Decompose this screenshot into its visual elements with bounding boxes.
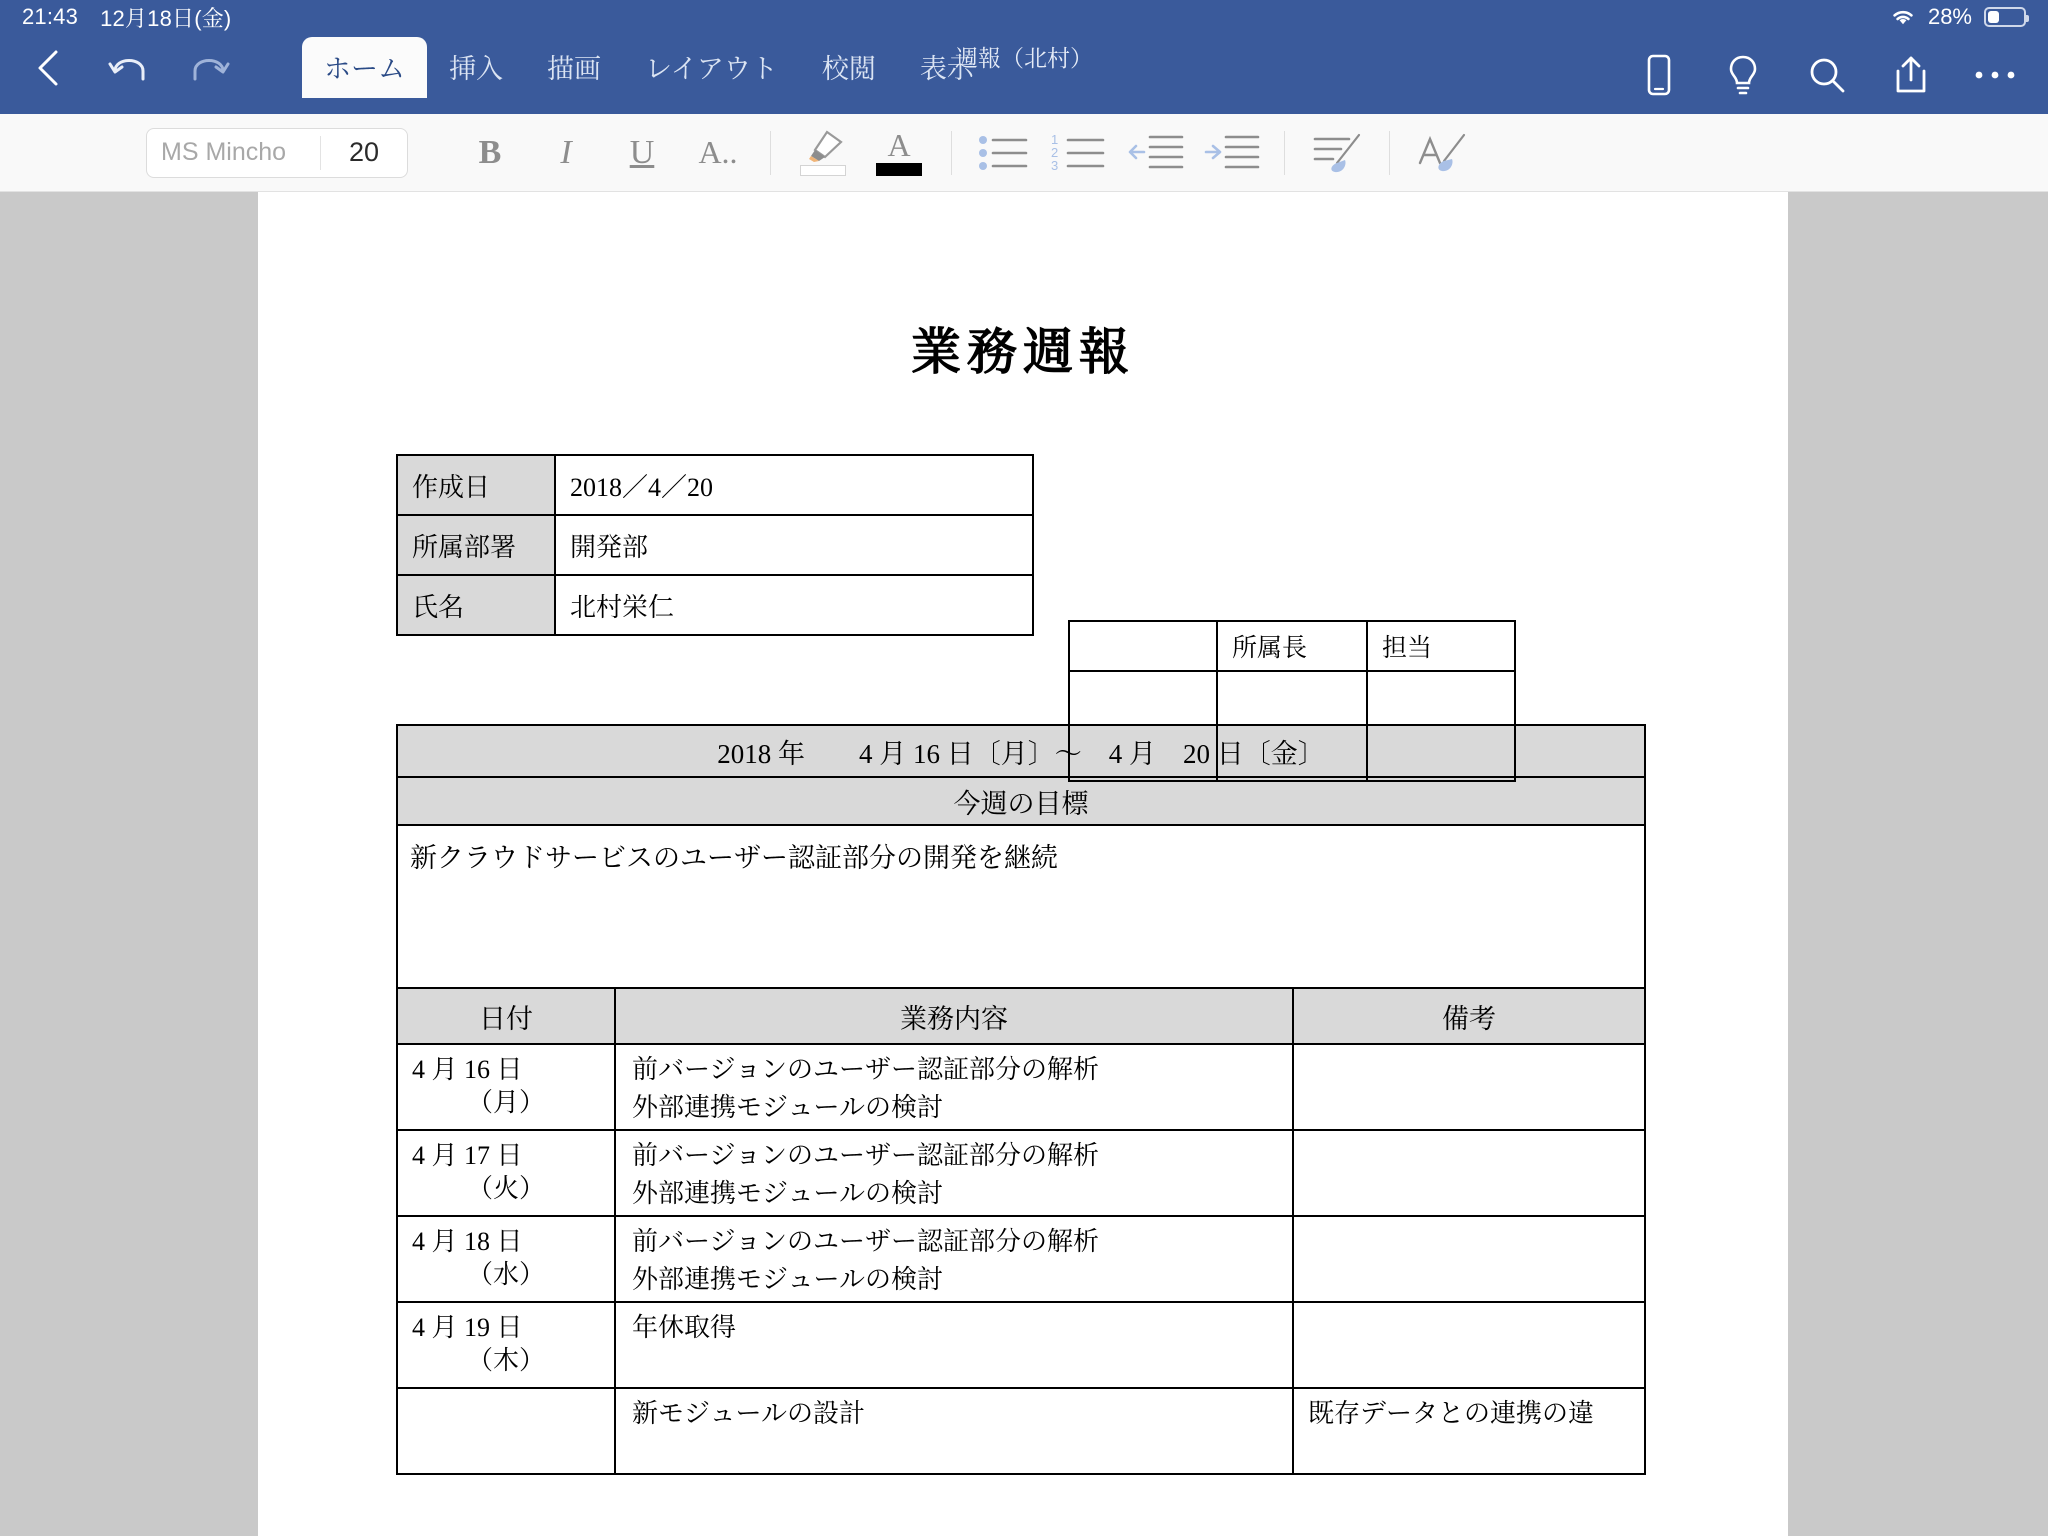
log-date-cell[interactable] xyxy=(397,1302,615,1388)
log-date-weekday: （火） xyxy=(466,1174,545,1204)
approval-header-blank xyxy=(1069,621,1217,671)
document-page[interactable] xyxy=(258,192,1788,1536)
battery-percent-label: 28% xyxy=(1927,4,1972,29)
font-size-input[interactable]: 20 xyxy=(348,137,380,167)
table-row xyxy=(397,455,1033,515)
tab-layout[interactable]: レイアウト xyxy=(645,54,778,84)
italic-button[interactable] xyxy=(528,124,604,182)
table-row xyxy=(397,777,1645,825)
svg-text:3: 3 xyxy=(1051,157,1059,173)
log-task-line: 新モジュールの設計 xyxy=(632,1399,865,1428)
svg-text:1: 1 xyxy=(1051,131,1059,147)
font-color-icon xyxy=(876,129,922,176)
tab-review[interactable]: 校閲 xyxy=(821,54,876,84)
log-date-cell[interactable] xyxy=(397,1130,615,1216)
weekly-report-table xyxy=(396,724,1646,1475)
toolbar-divider-1 xyxy=(770,131,771,175)
wifi-icon xyxy=(1890,7,1916,27)
status-time: 21:43 xyxy=(22,4,79,29)
approval-cell-manager[interactable] xyxy=(1217,671,1367,781)
log-task-line: 外部連携モジュールの検討 xyxy=(632,1178,943,1208)
bold-button[interactable] xyxy=(452,124,528,182)
log-date-weekday: （木） xyxy=(466,1346,545,1376)
font-selector[interactable] xyxy=(146,128,408,178)
log-date-day: 4 月 16 日 xyxy=(412,1055,523,1084)
log-date-cell[interactable] xyxy=(397,1388,615,1474)
table-row xyxy=(397,1302,1645,1388)
info-value-name[interactable]: 北村栄仁 xyxy=(555,575,1033,635)
paragraph-format-brush-icon[interactable] xyxy=(1299,124,1375,182)
font-name-input[interactable]: MS Mincho xyxy=(161,138,287,166)
format-toolbar xyxy=(0,114,2048,192)
highlight-swatch xyxy=(800,165,846,176)
highlighter-icon xyxy=(800,129,846,176)
font-color-swatch xyxy=(876,163,922,176)
log-note-cell[interactable]: 既存データとの連携の違 xyxy=(1293,1388,1645,1474)
document-workspace[interactable] xyxy=(0,192,2048,1536)
bold-label: B xyxy=(478,133,502,171)
log-task-line: 年休取得 xyxy=(632,1313,737,1342)
status-bar xyxy=(0,0,2048,34)
tab-view[interactable]: 表示 xyxy=(919,54,974,84)
ribbon-bar xyxy=(0,34,2048,114)
status-left-group xyxy=(22,2,231,33)
log-date-weekday: （月） xyxy=(466,1088,545,1118)
tab-home[interactable]: ホーム xyxy=(302,37,427,98)
toolbar-divider-3 xyxy=(1284,131,1285,175)
text-format-brush-icon[interactable] xyxy=(1404,124,1480,182)
log-date-cell[interactable] xyxy=(397,1216,615,1302)
status-date: 12月18日(金) xyxy=(100,5,232,31)
table-row xyxy=(397,988,1645,1044)
text-style-group xyxy=(452,124,756,182)
log-note-cell[interactable] xyxy=(1293,1044,1645,1130)
approval-header-staff: 担当 xyxy=(1367,621,1515,671)
color-group xyxy=(785,124,937,182)
info-label-department: 所属部署 xyxy=(397,515,555,575)
numbered-list-icon[interactable] xyxy=(1042,124,1118,182)
log-task-line: 前バージョンのユーザー認証部分の解析 xyxy=(632,1141,1099,1170)
log-note-cell[interactable] xyxy=(1293,1216,1645,1302)
table-row xyxy=(397,1044,1645,1130)
increase-indent-icon[interactable] xyxy=(1194,124,1270,182)
report-period[interactable]: 2018 年 4 月 16 日〔月〕～ 4 月 20 日〔金〕 xyxy=(397,725,1645,777)
log-note-cell[interactable] xyxy=(1293,1130,1645,1216)
column-header-note: 備考 xyxy=(1293,988,1645,1044)
highlight-color-button[interactable] xyxy=(785,124,861,182)
italic-label: I xyxy=(560,133,572,171)
decrease-indent-icon[interactable] xyxy=(1118,124,1194,182)
more-font-label: A.. xyxy=(698,134,738,170)
info-label-date: 作成日 xyxy=(397,455,555,515)
log-task-line: 外部連携モジュールの検討 xyxy=(632,1264,943,1294)
log-task-line: 外部連携モジュールの検討 xyxy=(632,1092,943,1122)
log-task-cell[interactable] xyxy=(615,1044,1293,1130)
tab-draw[interactable]: 描画 xyxy=(547,54,601,84)
log-date-day: 4 月 17 日 xyxy=(412,1141,523,1170)
approval-header-manager: 所属長 xyxy=(1217,621,1367,671)
more-font-options-button[interactable] xyxy=(680,124,756,182)
table-row xyxy=(397,1216,1645,1302)
table-row xyxy=(397,1388,1645,1474)
list-group xyxy=(966,124,1270,182)
tab-insert[interactable]: 挿入 xyxy=(449,54,503,84)
log-task-cell[interactable] xyxy=(615,1130,1293,1216)
toolbar-divider-2 xyxy=(951,131,952,175)
goal-text[interactable]: 新クラウドサービスのユーザー認証部分の開発を継続 xyxy=(397,825,1645,988)
column-header-task: 業務内容 xyxy=(615,988,1293,1044)
underline-button[interactable] xyxy=(604,124,680,182)
underline-label: U xyxy=(629,133,655,171)
table-row xyxy=(397,515,1033,575)
goal-header: 今週の目標 xyxy=(397,777,1645,825)
log-date-day: 4 月 19 日 xyxy=(412,1313,523,1342)
log-task-line: 前バージョンのユーザー認証部分の解析 xyxy=(632,1055,1099,1084)
log-task-cell[interactable] xyxy=(615,1388,1293,1474)
table-row xyxy=(397,575,1033,635)
log-task-line: 前バージョンのユーザー認証部分の解析 xyxy=(632,1227,1099,1256)
info-label-name: 氏名 xyxy=(397,575,555,635)
toolbar-divider-4 xyxy=(1389,131,1390,175)
log-date-day: 4 月 18 日 xyxy=(412,1227,523,1256)
bullet-list-icon[interactable] xyxy=(966,124,1042,182)
page-title: 業務週報 xyxy=(911,324,1135,380)
battery-icon xyxy=(1984,7,2026,27)
table-row xyxy=(1069,621,1515,671)
info-value-department[interactable]: 開発部 xyxy=(555,515,1033,575)
font-color-button[interactable] xyxy=(861,124,937,182)
log-task-cell[interactable] xyxy=(615,1302,1293,1388)
log-date-cell[interactable] xyxy=(397,1044,615,1130)
approval-cell-blank[interactable] xyxy=(1069,671,1217,781)
approval-cell-staff[interactable] xyxy=(1367,671,1515,781)
log-date-weekday: （水） xyxy=(466,1260,545,1290)
svg-text:2: 2 xyxy=(1051,144,1059,160)
status-right-group xyxy=(1890,4,2026,30)
author-info-table xyxy=(396,454,1034,636)
table-row xyxy=(397,1130,1645,1216)
log-task-cell[interactable] xyxy=(615,1216,1293,1302)
table-row xyxy=(1069,671,1515,781)
font-color-label: A xyxy=(887,127,911,163)
column-header-date: 日付 xyxy=(397,988,615,1044)
info-value-date[interactable]: 2018／4／20 xyxy=(555,455,1033,515)
table-row xyxy=(397,825,1645,988)
log-note-cell[interactable] xyxy=(1293,1302,1645,1388)
approval-stamp-table xyxy=(1068,620,1516,782)
document-title: 週報（北村） xyxy=(955,45,1093,71)
